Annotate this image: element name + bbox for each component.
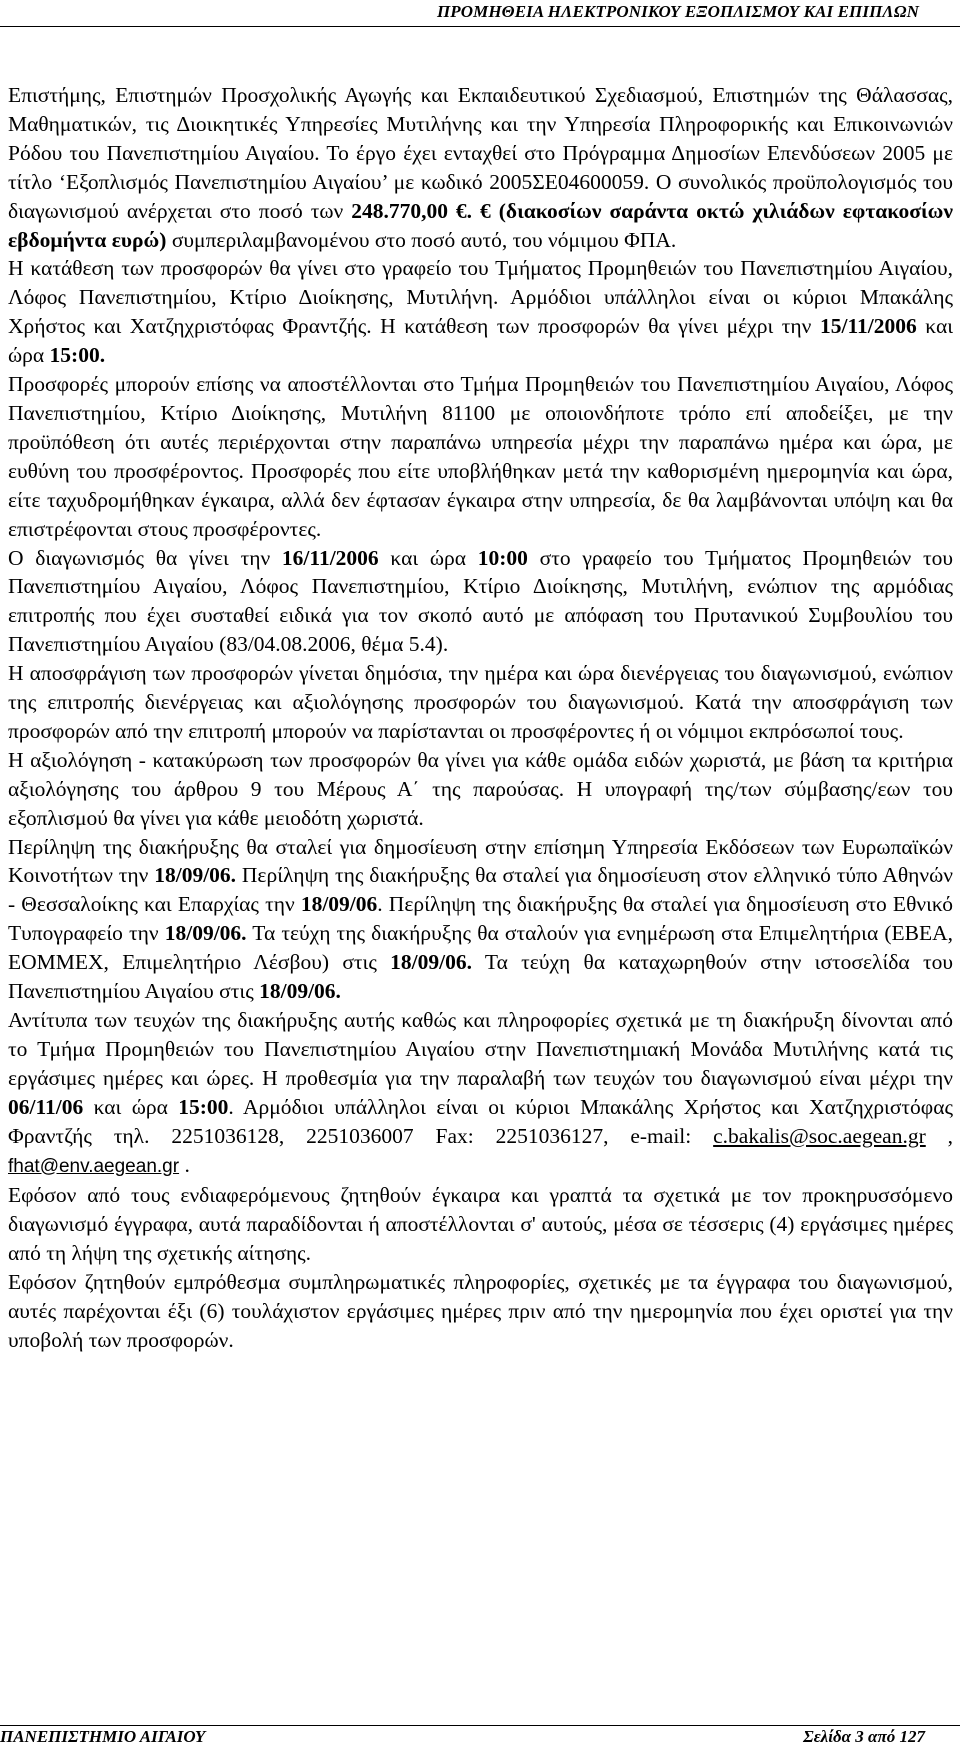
budget-amount: 248.770,00 €. € (διακοσίων σαράντα οκτώ χιλιάδων εφτακοσίων εβδομήντα ευρώ)	[8, 198, 953, 252]
paragraph-evaluation	[8, 746, 953, 833]
paragraph-supplementary-info	[8, 1268, 953, 1355]
text-span: Εφόσον από τους ενδιαφερόμενους ζητηθούν έγκαιρα και γραπτά τα σχετικά με τον προκηρυσσόμενο διαγωνισμό έγγραφα, αυτά παραδίδονται ή αποστέλλονται σ' αυτούς, μέσα σε τέσσερις (4) εργάσιμες ημέρες από τη λήψη της σχετικής αίτησης.	[8, 1183, 953, 1266]
footer-institution: ΠΑΝΕΠΙΣΤΗΜΙΟ ΑΙΓΑΙΟΥ	[0, 1727, 206, 1746]
text-span: Τα τεύχη θα καταχωρηθούν στην ιστοσελίδα του Πανεπιστημίου Αιγαίου στις	[8, 950, 953, 1004]
footer-divider	[0, 1725, 960, 1726]
page-footer	[0, 1725, 960, 1757]
page-number: Σελίδα 3 από 127	[803, 1727, 925, 1746]
text-span: Η κατάθεση των προσφορών θα γίνει στο γραφείο του Τμήματος Προμηθειών του Πανεπιστημίου Αιγαίου, Λόφος Πανεπιστημίου, Κτίριο Διοίκησης, Μυτιλήνη. Αρμόδιοι υπάλληλοι είναι οι κύριοι Μπακάλης Χρήστος και Χατζηχριστόφας Φραντζής. Η κατάθεση των προσφορών θα γίνει μέχρι την	[8, 256, 953, 339]
paragraph-mail-offers	[8, 370, 953, 543]
header-divider	[0, 26, 960, 27]
deadline-time: 15:00	[178, 1094, 229, 1119]
deadline-date: 06/11/06	[8, 1094, 84, 1119]
header-title: ΠΡΟΜΗΘΕΙΑ ΗΛΕΚΤΡΟΝΙΚΟΥ ΕΞΟΠΛΙΣΜΟΥ ΚΑΙ ΕΠΙΠΛΩΝ	[436, 2, 919, 21]
text-span: Αντίτυπα των τευχών της διακήρυξης αυτής καθώς και πληροφορίες σχετικά με τη διακήρυξη δίνονται από το Τμήμα Προμηθειών του Πανεπιστημίου Αιγαίου στην Πανεπιστημιακή Μονάδα Μυτιλήνης κατά τις εργάσιμες ημέρες και ώρες. Η προθεσμία για την παραλαβή των τευχών του διαγωνισμού είναι μέχρι την	[8, 1008, 953, 1090]
text-span: στο γραφείο του Τμήματος Προμηθειών του Πανεπιστημίου Αιγαίου, Λόφος Πανεπιστημίου, Κτίριο Διοίκησης, Μυτιλήνη, ενώπιον της αρμόδιας επιτροπής που έχει συσταθεί ειδικά για τον σκοπό αυτό με απόφαση του Πρυτανικού Συμβουλίου του Πανεπιστημίου Αιγαίου (83/04.08.2006, θέμα 5.4).	[8, 545, 954, 657]
text-span: Ο διαγωνισμός θα γίνει την	[8, 545, 282, 570]
publication-date: 18/09/06.	[259, 979, 341, 1004]
tender-time: 10:00	[477, 545, 528, 570]
page-header	[0, 0, 960, 30]
paragraph-budget	[8, 81, 953, 254]
publication-date: 18/09/06.	[390, 950, 472, 975]
publication-date: 18/09/06.	[164, 921, 247, 946]
publication-date: 18/09/06	[300, 892, 378, 917]
document-body	[8, 81, 953, 1355]
text-span: .	[179, 1152, 190, 1177]
text-span: Περίληψη της διακήρυξης θα σταλεί για δημοσίευση στην επίσημη Υπηρεσία Εκδόσεων των Ευρωπαϊκών Κοινοτήτων την	[8, 834, 953, 888]
text-span: συμπεριλαμβανομένου στο ποσό αυτό, του νόμιμου ΦΠΑ.	[166, 227, 677, 252]
text-span: Τα τεύχη της διακήρυξης θα σταλούν για ενημέρωση στα Επιμελητήρια (ΕΒΕΑ, ΕΟΜΜΕΧ, Επιμελητήριο Λέσβου) στις	[8, 921, 953, 975]
paragraph-publication	[8, 833, 953, 1006]
text-span: . Αρμόδιοι υπάλληλοι είναι οι κύριοι Μπακάλης Χρήστος και Χατζηχριστόφας Φραντζής τηλ. 2251036128, 2251036007 Fax: 2251036127, e-mail:	[8, 1094, 953, 1148]
tender-date: 16/11/2006	[281, 545, 379, 570]
text-span: και ώρα	[378, 545, 478, 570]
text-span: και ώρα	[83, 1094, 179, 1119]
text-span: ,	[925, 1123, 954, 1148]
text-span: Εφόσον ζητηθούν εμπρόθεσμα συμπληρωματικές πληροφορίες, σχετικές με τα έγγραφα του διαγωνισμού, αυτές παρέχονται έξι (6) τουλάχιστον εργάσιμες ημέρες πριν από την ημερομηνία που έχει οριστεί για την υποβολή των προσφορών.	[8, 1270, 953, 1352]
paragraph-submission	[8, 254, 953, 370]
paragraph-unsealing	[8, 659, 953, 746]
paragraph-copies-contact	[8, 1006, 953, 1181]
email-link-bakalis[interactable]: c.bakalis@soc.aegean.gr	[713, 1123, 926, 1148]
submission-date: 15/11/2006	[819, 314, 917, 339]
text-span: Η αξιολόγηση - κατακύρωση των προσφορών θα γίνει για κάθε ομάδα ειδών χωριστά, με βάση τα κριτήρια αξιολόγησης του άρθρου 9 του Μέρους Α΄ της παρούσας. Η υπογραφή της/των σύμβασης/εων του εξοπλισμού θα γίνει για κάθε μειοδότη χωριστά.	[8, 747, 953, 830]
paragraph-tender-date	[8, 544, 953, 660]
email-link-fhat[interactable]: fhat@env.aegean.gr	[8, 1155, 180, 1177]
text-span: Επιστήμης, Επιστημών Προσχολικής Αγωγής και Εκπαιδευτικού Σχεδιασμού, Επιστημών της Θάλασσας, Μαθηματικών, τις Διοικητικές Υπηρεσίες Μυτιλήνης και την Υπηρεσία Πληροφορικής και Επικοινωνιών Ρόδου του Πανεπιστημίου Αιγαίου. Το έργο έχει ενταχθεί στο Πρόγραμμα Δημοσίων Επενδύσεων 2005 με τίτλο ‘Εξοπλισμός Πανεπιστημίου Αιγαίου’ με κωδικό 2005ΣΕ04600059. Ο συνολικός προϋπολογισμός του διαγωνισμού ανέρχεται στο ποσό των	[8, 83, 953, 223]
text-span: και ώρα	[8, 314, 953, 368]
paragraph-documents-request	[8, 1181, 953, 1268]
submission-time: 15:00.	[49, 343, 106, 368]
text-span: Η αποσφράγιση των προσφορών γίνεται δημόσια, την ημέρα και ώρα διενέργειας του διαγωνισμού, ενώπιον της επιτροπής διενέργειας και αξιολόγησης προσφορών του διαγωνισμού. Κατά την αποσφράγιση των προσφορών από την επιτροπή μπορούν να παρίστανται οι προσφέροντες ή οι νόμιμοι εκπρόσωποί τους.	[8, 661, 953, 743]
publication-date: 18/09/06.	[154, 863, 237, 888]
text-span: . Περίληψη της διακήρυξης θα σταλεί για δημοσίευση στο Εθνικό Τυπογραφείο την	[8, 892, 953, 946]
text-span: Περίληψη της διακήρυξης θα σταλεί για δημοσίευση στον ελληνικό τύπο Αθηνών - Θεσσαλοίκης και Επαρχίας την	[8, 863, 953, 917]
text-span: Προσφορές μπορούν επίσης να αποστέλλονται στο Τμήμα Προμηθειών του Πανεπιστημίου Αιγαίου, Λόφος Πανεπιστημίου, Κτίριο Διοίκησης, Μυτιλήνη 81100 με οποιονδήποτε τρόπο επί αποδείξει, με την προϋπόθεση ότι αυτές περιέρχονται στην παραπάνω υπηρεσία μέχρι την παραπάνω ημέρα και ώρα, με ευθύνη του προσφέροντος. Προσφορές που είτε υποβλήθηκαν μετά την καθορισμένη ημερομηνία και ώρα, είτε ταχυδρομήθηκαν έγκαιρα, αλλά δεν έφτασαν έγκαιρα στην υπηρεσία, δε θα λαμβάνονται υπόψη και θα επιστρέφονται στους προσφέροντες.	[8, 372, 953, 541]
